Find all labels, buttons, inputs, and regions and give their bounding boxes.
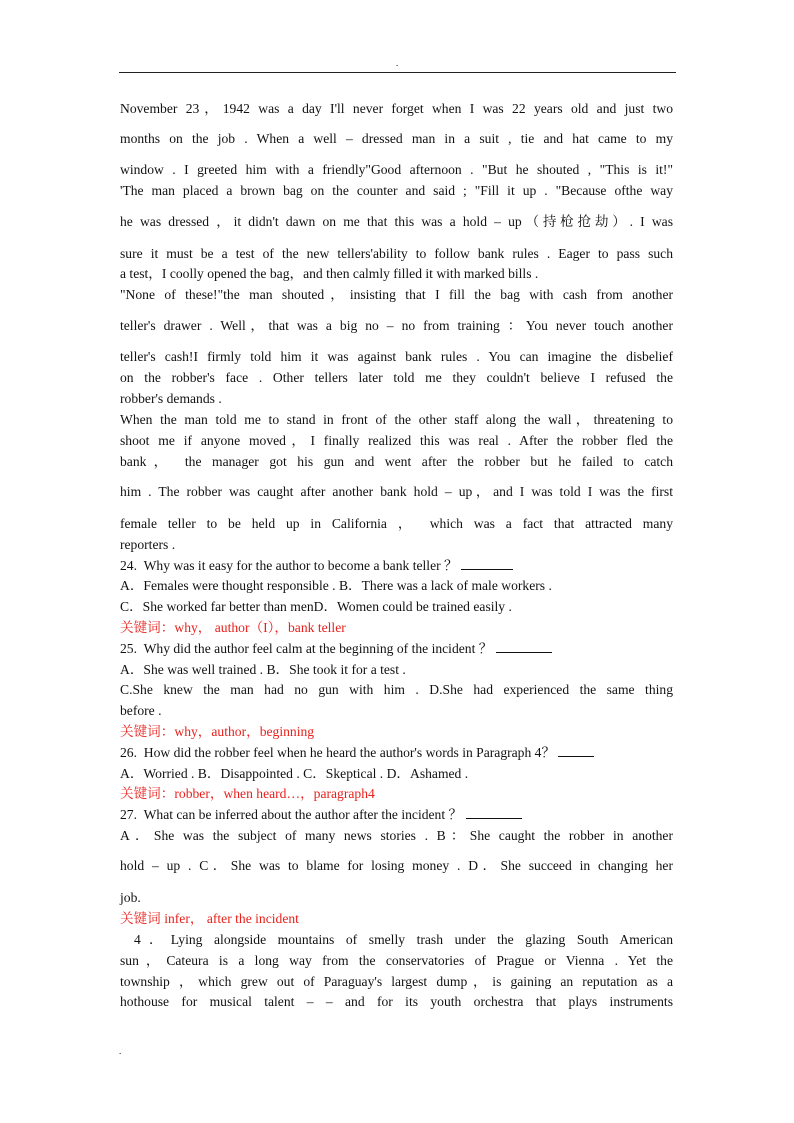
option-line: job. (120, 890, 141, 905)
answer-blank[interactable] (466, 806, 522, 819)
option-line: C．She worked far better than menD．Women could be trained easily . (120, 599, 512, 614)
question-text: What can be inferred about the author after the incident ？ (143, 807, 463, 822)
passage-line: a test，I coolly opened the bag，and then calmly filled it with marked bills . (120, 266, 539, 281)
passage-line: teller's cash!I firmly told him it was against bank rules . You can imagine the disbelief (120, 349, 673, 364)
passage-line: hothouse for musical talent – – and for its youth orchestra that plays instruments (120, 994, 673, 1009)
question-number: 27. (120, 807, 137, 822)
keywords-line (120, 785, 673, 803)
passage-line: 'The man placed a brown bag on the counter and said ; "Fill it up . "Because ofthe way (120, 183, 673, 198)
keywords-label: 关键词： (120, 786, 175, 801)
passage-line: bank， the manager got his gun and went after the robber but he failed to catch (120, 454, 673, 469)
passage-line: window . I greeted him with a friendly"Good afternoon . "But he shouted , "This is it!" (120, 162, 673, 177)
answer-blank[interactable] (558, 744, 594, 757)
question-number: 24. (120, 558, 137, 573)
passage-line: female teller to be held up in California ， which was a fact that attracted many (120, 516, 673, 531)
question-stem (120, 640, 673, 658)
passage-line: sun，Cateura is a long way from the conservatories of Prague or Vienna . Yet the (120, 953, 673, 968)
passage-line: on the robber's face . Other tellers later told me they couldn't believe I refused the (120, 370, 673, 385)
option-line: A．Worried . B．Disappointed . C．Skeptical . D．Ashamed . (120, 766, 469, 781)
question-stem (120, 806, 673, 824)
keywords-label: 关键词： (120, 724, 175, 739)
keywords-label: 关键词 (120, 911, 161, 926)
passage-line: township ，which grew out of Paraguay's largest dump，is gaining an reputation as a (120, 974, 673, 989)
footer-mark: . (119, 1046, 122, 1056)
passage-line: him . The robber was caught after another bank hold – up，and I was told I was the first (120, 484, 673, 499)
keywords-text: why， author（I），bank teller (174, 620, 346, 635)
passage-line: "None of these!"the man shouted，insisting that I fill the bag with cash from another (120, 287, 673, 302)
keywords-line (120, 619, 673, 637)
question-text: Why did the author feel calm at the beginning of the incident ？ (143, 641, 493, 656)
option-line: A．She was well trained . B．She took it for a test . (120, 662, 406, 677)
option-line: hold – up . C．She was to blame for losing money . D．She succeed in changing her (120, 858, 673, 873)
passage-line: he was dressed ，it didn't dawn on me that this was a hold – up（持枪抢劫）. I was (120, 214, 673, 229)
keywords-label: 关键词： (120, 620, 175, 635)
keywords-text: why，author，beginning (174, 724, 315, 739)
question-text: Why was it easy for the author to become a bank teller ？ (143, 558, 458, 573)
passage-line: When the man told me to stand in front of the other staff along the wall，threatening to (120, 412, 673, 427)
answer-blank[interactable] (496, 640, 552, 653)
option-line: A．Females were thought responsible . B．There was a lack of male workers . (120, 578, 552, 593)
passage-line: November 23，1942 was a day I'll never forget when I was 22 years old and just two (120, 101, 673, 116)
keywords-text: robber，when heard…，paragraph4 (174, 786, 375, 801)
passage-line: shoot me if anyone moved，I finally realized this was real . After the robber fled the (120, 433, 673, 448)
answer-blank[interactable] (461, 557, 513, 570)
question-number: 25. (120, 641, 137, 656)
keywords-line (120, 723, 673, 741)
option-line: A．She was the subject of many news stories . B：She caught the robber in another (120, 828, 673, 843)
passage-line: months on the job . When a well – dressed man in a suit , tie and hat came to my (120, 131, 673, 146)
passage-line: 4．Lying alongside mountains of smelly trash under the glazing South American (134, 932, 673, 947)
question-text: How did the robber feel when he heard the author's words in Paragraph 4？ (143, 745, 556, 760)
question-stem (120, 744, 673, 762)
question-stem (120, 557, 673, 575)
keywords-text: infer， after the incident (164, 911, 299, 926)
option-line: before . (120, 703, 162, 718)
passage-line: reporters . (120, 537, 176, 552)
passage-line: sure it must be a test of the new tellers'ability to follow bank rules . Eager to pass such (120, 246, 673, 261)
question-number: 26. (120, 745, 137, 760)
keywords-line (120, 910, 673, 928)
header-rule (119, 72, 676, 73)
passage-line: robber's demands . (120, 391, 222, 406)
passage-line: teller's drawer . Well，that was a big no – no from training ：You never touch another (120, 318, 673, 333)
header-mark: . (396, 58, 399, 68)
option-line: C.She knew the man had no gun with him . D.She had experienced the same thing (120, 682, 673, 697)
